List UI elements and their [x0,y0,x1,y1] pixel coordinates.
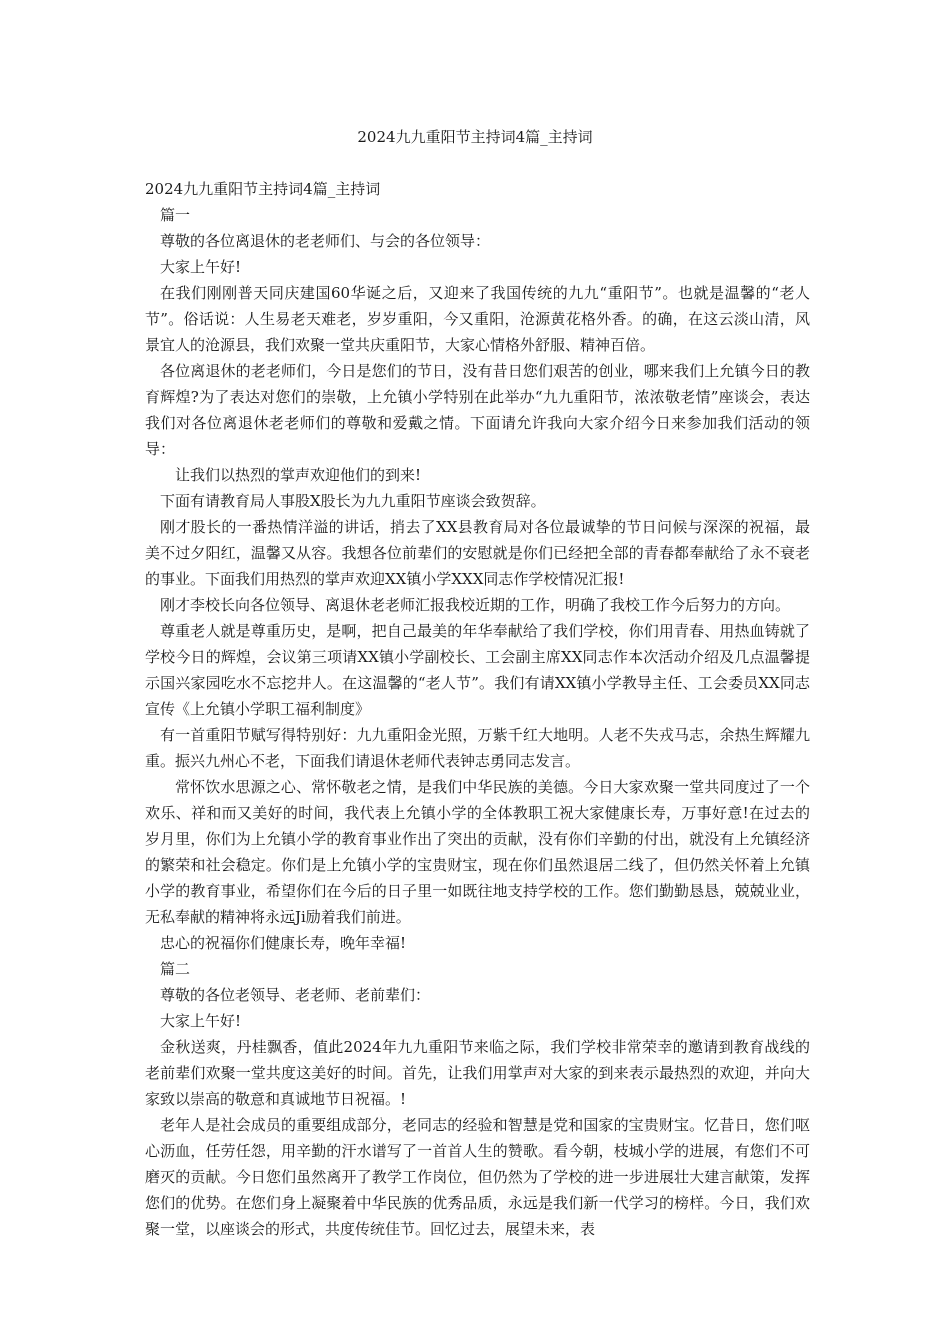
paragraph: 刚才股长的一番热情洋溢的讲话，捎去了XX县教育局对各位最诚挚的节日问候与深深的祝福，最美不过夕阳红，温馨又从容。我想各位前辈们的安慰就是你们已经把全部的青春都奉献给了永不衰老的事业。下面我们用热烈的掌声欢迎XX镇小学XXX同志作学校情况汇报! [145,518,810,588]
page-title: 2024九九重阳节主持词4篇_主持词 [357,128,593,146]
paragraph: 常怀饮水思源之心、常怀敬老之情，是我们中华民族的美德。今日大家欢聚一堂共同度过了一个欢乐、祥和而又美好的时间，我代表上允镇小学的全体教职工祝大家健康长寿，万事好意!在过去的岁月里，你们为上允镇小学的教育事业作出了突出的贡献，没有你们辛勤的付出，就没有上允镇经济的繁荣和社会稳定。你们是上允镇小学的宝贵财宝，现在你们虽然退居二线了，但仍然关怀着上允镇小学的教育事业，希望你们在今后的日子里一如既往地支持学校的工作。您们勤勤恳恳，兢兢业业，无私奉献的精神将永远Ji励着我们前进。 [145,778,810,926]
subtitle-paragraph: 2024九九重阳节主持词4篇_主持词 [145,180,381,198]
paragraph: 有一首重阳节赋写得特别好：九九重阳金光照，万紫千红大地明。人老不失戎马志，余热生辉耀九重。振兴九州心不老，下面我们请退休老师代表钟志勇同志发言。 [145,726,810,770]
paragraph: 大家上午好! [160,1012,242,1030]
paragraph: 老年人是社会成员的重要组成部分，老同志的经验和智慧是党和国家的宝贵财宝。忆昔日，您们呕心沥血，任劳任怨，用辛勤的汗水谱写了一首首人生的赞歌。看今朝，枝城小学的进展，有您们不可磨灭的贡献。今日您们虽然离开了教学工作岗位，但仍然为了学校的进一步进展壮大建言献策，发挥您们的优势。在您们身上凝聚着中华民族的优秀品质，永远是我们新一代学习的榜样。今日，我们欢聚一堂，以座谈会的形式，共度传统佳节。回忆过去，展望未来，表 [145,1116,810,1238]
paragraph: 尊敬的各位老领导、老老师、老前辈们： [160,986,431,1004]
section-heading: 篇一 [160,206,191,224]
section-heading: 篇二 [160,960,191,978]
paragraph: 在我们刚刚普天同庆建国60华诞之后，又迎来了我国传统的九九“重阳节”。也就是温馨的“老人节”。俗话说：人生易老天难老，岁岁重阳，今又重阳，沧源黄花格外香。的确，在这云淡山清，风景宜人的沧源县，我们欢聚一堂共庆重阳节，大家心情格外舒服、精神百倍。 [145,284,810,354]
paragraph: 大家上午好! [160,258,242,276]
document-body [145,176,810,1242]
paragraph: 金秋送爽，丹桂飘香，值此2024年九九重阳节来临之际，我们学校非常荣幸的邀请到教育战线的老前辈们欢聚一堂共度这美好的时间。首先，让我们用掌声对大家的到来表示最热烈的欢迎，并向大家致以崇高的敬意和真诚地节日祝福。! [145,1038,810,1108]
paragraph: 尊敬的各位离退休的老老师们、与会的各位领导： [160,232,491,250]
paragraph: 让我们以热烈的掌声欢迎他们的到来! [175,466,422,484]
paragraph: 忠心的祝福你们健康长寿，晚年幸福! [160,934,407,952]
paragraph: 各位离退休的老老师们，今日是您们的节日，没有昔日您们艰苦的创业，哪来我们上允镇今日的教育辉煌?为了表达对您们的崇敬，上允镇小学特别在此举办“九九重阳节，浓浓敬老情”座谈会，表达我们对各位离退休老老师们的尊敬和爱戴之情。下面请允许我向大家介绍今日来参加我们活动的领导： [145,362,810,458]
paragraph: 尊重老人就是尊重历史，是啊，把自己最美的年华奉献给了我们学校，你们用青春、用热血铸就了学校今日的辉煌，会议第三项请XX镇小学副校长、工会副主席XX同志作本次活动介绍及几点温馨提示国兴家园吃水不忘挖井人。在这温馨的“老人节”。我们有请XX镇小学教导主任、工会委员XX同志宣传《上允镇小学职工福利制度》 [145,622,810,718]
paragraph: 刚才李校长向各位领导、离退休老老师汇报我校近期的工作，明确了我校工作今后努力的方向。 [160,596,791,614]
paragraph: 下面有请教育局人事股X股长为九九重阳节座谈会致贺辞。 [160,492,546,510]
